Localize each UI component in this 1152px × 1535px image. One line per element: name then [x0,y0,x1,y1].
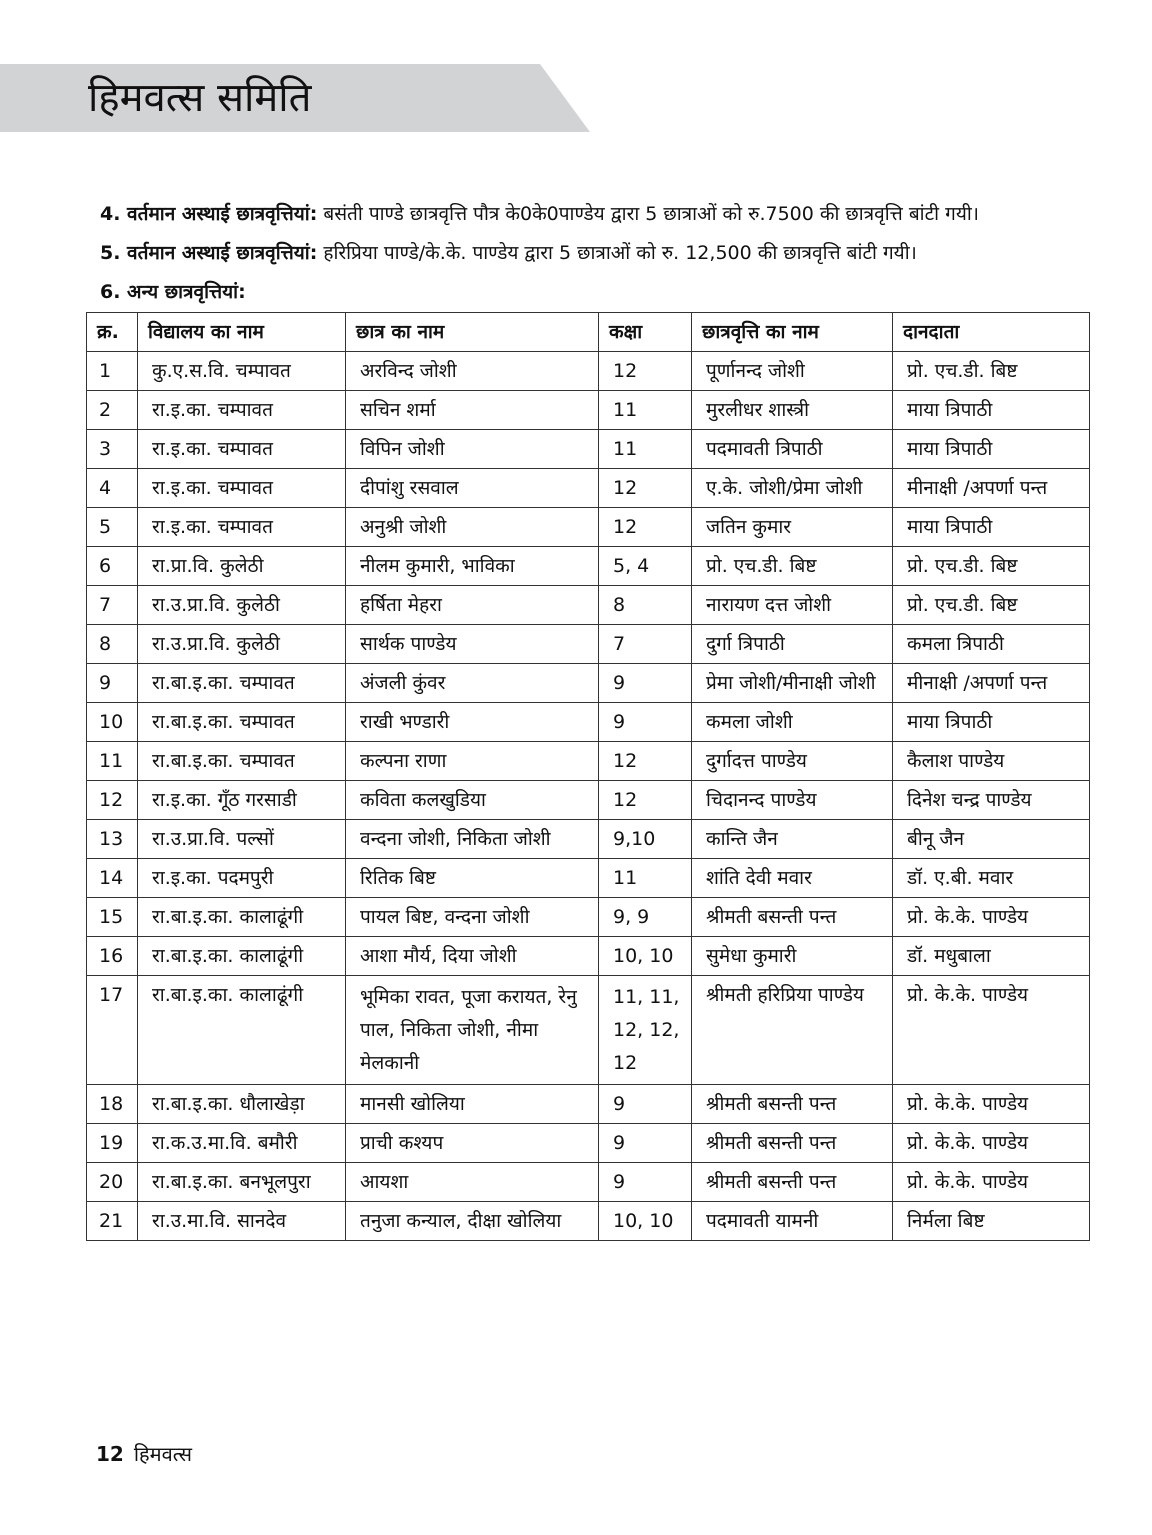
header-student: छात्र का नाम [346,313,599,352]
cell-scholarship: प्रेमा जोशी/मीनाक्षी जोशी [692,664,893,703]
cell-student: पायल बिष्ट, वन्दना जोशी [346,898,599,937]
cell-student: अरविन्द जोशी [346,352,599,391]
table-row [87,547,1090,586]
cell-student: रितिक बिष्ट [346,859,599,898]
cell-scholarship: पदमावती त्रिपाठी [692,430,893,469]
cell-scholarship: नारायण दत्त जोशी [692,586,893,625]
cell-student: मानसी खोलिया [346,1085,599,1124]
cell-serial: 4 [87,469,138,508]
cell-school: रा.इ.का. चम्पावत [138,508,346,547]
footer-title: हिमवत्स [133,1442,192,1466]
cell-class: 12 [599,508,692,547]
cell-scholarship: कान्ति जैन [692,820,893,859]
cell-serial: 3 [87,430,138,469]
cell-scholarship: पदमावती यामनी [692,1202,893,1241]
cell-student: विपिन जोशी [346,430,599,469]
cell-serial: 15 [87,898,138,937]
cell-serial: 9 [87,664,138,703]
cell-school: रा.इ.का. गूँठ गरसाडी [138,781,346,820]
cell-serial: 13 [87,820,138,859]
cell-class: 7 [599,625,692,664]
cell-class: 12 [599,352,692,391]
table-row [87,898,1090,937]
cell-class: 10, 10 [599,1202,692,1241]
header-serial: क्र. [87,313,138,352]
cell-donor: दिनेश चन्द्र पाण्डेय [893,781,1090,820]
cell-scholarship: दुर्गादत्त पाण्डेय [692,742,893,781]
cell-class: 12 [599,469,692,508]
cell-school: रा.बा.इ.का. कालाढूंगी [138,937,346,976]
table-row [87,781,1090,820]
cell-donor: मीनाक्षी /अपर्णा पन्त [893,664,1090,703]
table-row [87,1124,1090,1163]
cell-class: 11 [599,859,692,898]
cell-donor: प्रो. के.के. पाण्डेय [893,898,1090,937]
cell-student: तनुजा कन्याल, दीक्षा खोलिया [346,1202,599,1241]
cell-student: राखी भण्डारी [346,703,599,742]
cell-serial: 7 [87,586,138,625]
paragraph-4 [100,201,979,227]
cell-student: कल्पना राणा [346,742,599,781]
page-title: हिमवत्स समिति [88,75,312,121]
cell-serial: 11 [87,742,138,781]
cell-serial: 18 [87,1085,138,1124]
table-row [87,976,1090,1085]
header-scholarship: छात्रवृत्ति का नाम [692,313,893,352]
cell-class: 9 [599,664,692,703]
cell-donor: माया त्रिपाठी [893,508,1090,547]
cell-scholarship: मुरलीधर शास्त्री [692,391,893,430]
cell-scholarship: शांति देवी मवार [692,859,893,898]
cell-student: अंजली कुंवर [346,664,599,703]
cell-scholarship: ए.के. जोशी/प्रेमा जोशी [692,469,893,508]
cell-school: रा.बा.इ.का. चम्पावत [138,703,346,742]
cell-school: रा.बा.इ.का. बनभूलपुरा [138,1163,346,1202]
cell-donor: मीनाक्षी /अपर्णा पन्त [893,469,1090,508]
cell-class: 9 [599,703,692,742]
table-row [87,1085,1090,1124]
cell-donor: कैलाश पाण्डेय [893,742,1090,781]
cell-serial: 1 [87,352,138,391]
cell-school: रा.बा.इ.का. कालाढूंगी [138,976,346,1085]
cell-serial: 16 [87,937,138,976]
cell-school: रा.उ.प्रा.वि. कुलेठी [138,625,346,664]
cell-student: वन्दना जोशी, निकिता जोशी [346,820,599,859]
cell-donor: माया त्रिपाठी [893,703,1090,742]
table-row [87,937,1090,976]
cell-donor: बीनू जैन [893,820,1090,859]
cell-serial: 2 [87,391,138,430]
cell-scholarship: पूर्णानन्द जोशी [692,352,893,391]
cell-student: आयशा [346,1163,599,1202]
cell-donor: प्रो. के.के. पाण्डेय [893,1163,1090,1202]
table-row [87,391,1090,430]
cell-serial: 20 [87,1163,138,1202]
cell-donor: प्रो. एच.डी. बिष्ट [893,352,1090,391]
cell-school: रा.बा.इ.का. कालाढूंगी [138,898,346,937]
header-class: कक्षा [599,313,692,352]
cell-donor: प्रो. के.के. पाण्डेय [893,976,1090,1085]
cell-donor: डॉ. मधुबाला [893,937,1090,976]
scholarship-table [86,312,1090,1241]
cell-serial: 5 [87,508,138,547]
cell-serial: 21 [87,1202,138,1241]
cell-class: 10, 10 [599,937,692,976]
cell-class: 9 [599,1163,692,1202]
table-row [87,586,1090,625]
cell-donor: प्रो. के.के. पाण्डेय [893,1124,1090,1163]
cell-class: 9 [599,1085,692,1124]
page-number: 12 [96,1442,124,1466]
cell-student: भूमिका रावत, पूजा करायत, रेनु पाल, निकिता जोशी, नीमा मेलकानी [346,976,599,1085]
page-footer [96,1440,192,1468]
paragraph-text: बसंती पाण्डे छात्रवृत्ति पौत्र के0के0पाण्डेय द्वारा 5 छात्राओं को रु.7500 की छात्रवृत्ति बांटी गयी। [317,203,979,225]
table-row [87,1202,1090,1241]
table-row [87,352,1090,391]
cell-donor: प्रो. एच.डी. बिष्ट [893,586,1090,625]
cell-class: 12 [599,781,692,820]
cell-serial: 17 [87,976,138,1085]
cell-serial: 8 [87,625,138,664]
cell-class: 8 [599,586,692,625]
cell-student: सचिन शर्मा [346,391,599,430]
cell-student: हर्षिता मेहरा [346,586,599,625]
cell-student: सार्थक पाण्डेय [346,625,599,664]
table-body [87,352,1090,1241]
cell-scholarship: श्रीमती बसन्ती पन्त [692,1163,893,1202]
cell-school: रा.क.उ.मा.वि. बमौरी [138,1124,346,1163]
cell-class: 12 [599,742,692,781]
cell-school: रा.उ.प्रा.वि. कुलेठी [138,586,346,625]
cell-school: रा.इ.का. चम्पावत [138,391,346,430]
cell-donor: माया त्रिपाठी [893,430,1090,469]
cell-school: रा.बा.इ.का. चम्पावत [138,742,346,781]
cell-class: 11, 11, 12, 12, 12 [599,976,692,1085]
cell-serial: 14 [87,859,138,898]
cell-scholarship: कमला जोशी [692,703,893,742]
cell-scholarship: श्रीमती हरिप्रिया पाण्डेय [692,976,893,1085]
cell-class: 5, 4 [599,547,692,586]
cell-serial: 10 [87,703,138,742]
cell-class: 9,10 [599,820,692,859]
table-row [87,508,1090,547]
cell-class: 9 [599,1124,692,1163]
table-row [87,1163,1090,1202]
paragraph-6 [100,279,246,305]
paragraph-label: 6. अन्य छात्रवृत्तियां: [100,281,246,303]
table-row [87,430,1090,469]
cell-school: रा.उ.मा.वि. सानदेव [138,1202,346,1241]
cell-school: रा.इ.का. चम्पावत [138,430,346,469]
cell-serial: 19 [87,1124,138,1163]
cell-class: 9, 9 [599,898,692,937]
header-donor: दानदाता [893,313,1090,352]
cell-school: रा.बा.इ.का. चम्पावत [138,664,346,703]
cell-class: 11 [599,391,692,430]
cell-student: प्राची कश्यप [346,1124,599,1163]
cell-student: आशा मौर्य, दिया जोशी [346,937,599,976]
cell-scholarship: श्रीमती बसन्ती पन्त [692,1124,893,1163]
table-row [87,664,1090,703]
table-row [87,703,1090,742]
header-school: विद्यालय का नाम [138,313,346,352]
cell-school: रा.उ.प्रा.वि. पल्सों [138,820,346,859]
cell-donor: माया त्रिपाठी [893,391,1090,430]
cell-serial: 12 [87,781,138,820]
cell-school: रा.इ.का. चम्पावत [138,469,346,508]
cell-donor: निर्मला बिष्ट [893,1202,1090,1241]
paragraph-label: 5. वर्तमान अस्थाई छात्रवृत्तियां: [100,242,318,264]
cell-donor: कमला त्रिपाठी [893,625,1090,664]
cell-scholarship: श्रीमती बसन्ती पन्त [692,1085,893,1124]
cell-scholarship: चिदानन्द पाण्डेय [692,781,893,820]
cell-serial: 6 [87,547,138,586]
cell-donor: प्रो. एच.डी. बिष्ट [893,547,1090,586]
table-row [87,859,1090,898]
table-row [87,469,1090,508]
cell-school: रा.इ.का. पदमपुरी [138,859,346,898]
cell-scholarship: सुमेधा कुमारी [692,937,893,976]
cell-school: रा.बा.इ.का. धौलाखेड़ा [138,1085,346,1124]
cell-student: अनुश्री जोशी [346,508,599,547]
paragraph-text: हरिप्रिया पाण्डे/के.के. पाण्डेय द्वारा 5 छात्राओं को रु. 12,500 की छात्रवृत्ति बांटी गयी। [317,242,917,264]
cell-student: कविता कलखुडिया [346,781,599,820]
cell-scholarship: प्रो. एच.डी. बिष्ट [692,547,893,586]
table-row [87,625,1090,664]
cell-scholarship: जतिन कुमार [692,508,893,547]
cell-student: नीलम कुमारी, भाविका [346,547,599,586]
cell-school: कु.ए.स.वि. चम्पावत [138,352,346,391]
cell-class: 11 [599,430,692,469]
cell-scholarship: दुर्गा त्रिपाठी [692,625,893,664]
table-row [87,820,1090,859]
paragraph-label: 4. वर्तमान अस्थाई छात्रवृत्तियां: [100,203,318,225]
table-row [87,742,1090,781]
cell-school: रा.प्रा.वि. कुलेठी [138,547,346,586]
cell-scholarship: श्रीमती बसन्ती पन्त [692,898,893,937]
table-header-row [87,313,1090,352]
cell-donor: प्रो. के.के. पाण्डेय [893,1085,1090,1124]
paragraph-5 [100,240,917,266]
cell-donor: डॉ. ए.बी. मवार [893,859,1090,898]
cell-student: दीपांशु रसवाल [346,469,599,508]
